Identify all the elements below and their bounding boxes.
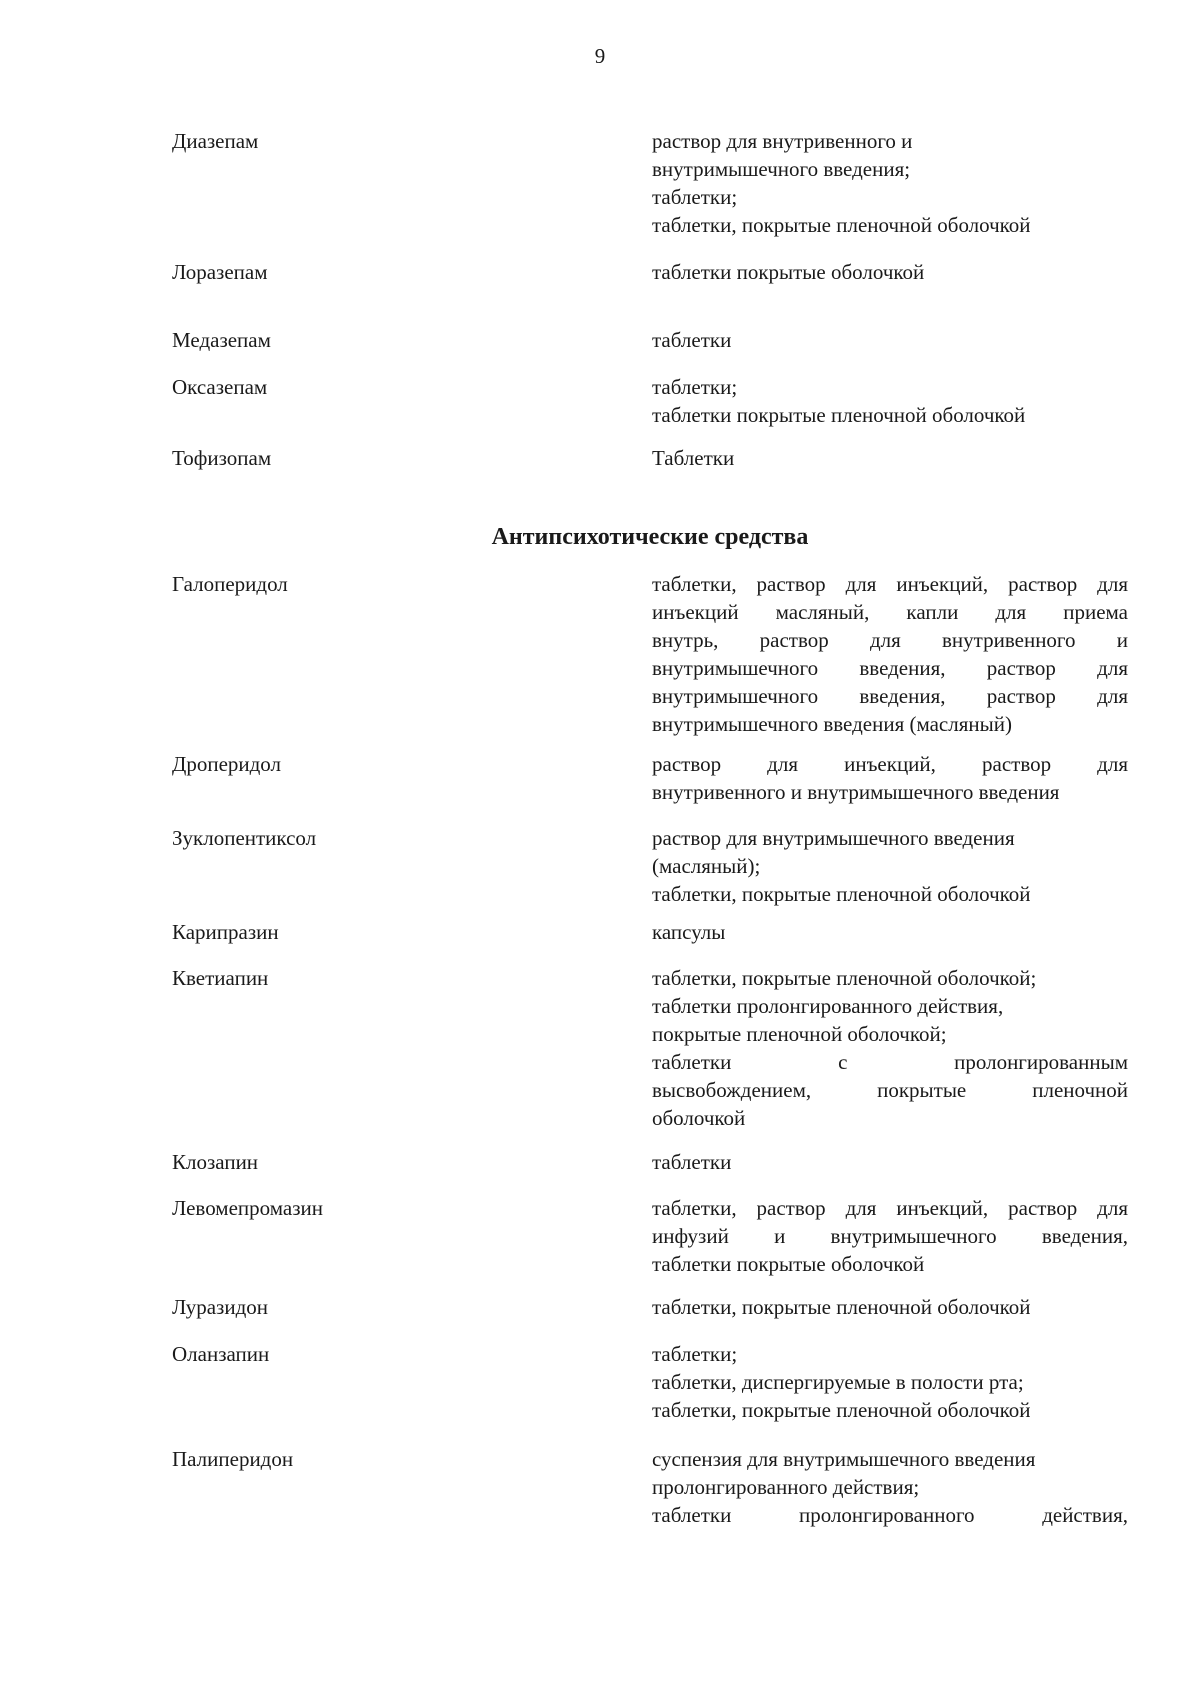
dosage-form-line: Таблетки <box>652 446 735 470</box>
dosage-forms <box>652 444 1128 472</box>
dosage-forms <box>652 1445 1128 1529</box>
dosage-form-line: таблетки с пролонгированным <box>652 1050 1128 1074</box>
drug-name: Галоперидол <box>172 572 288 596</box>
drug-name: Левомепромазин <box>172 1196 323 1220</box>
dosage-forms <box>652 1194 1128 1278</box>
dosage-form-line: таблетки, раствор для инъекций, раствор для <box>652 572 1128 596</box>
dosage-form-line: внутримышечного введения, раствор для <box>652 684 1128 708</box>
dosage-form-line: раствор для внутримышечного введения <box>652 826 1015 850</box>
dosage-form-line: оболочкой <box>652 1106 746 1130</box>
dosage-form-line: таблетки, покрытые пленочной оболочкой <box>652 1398 1031 1422</box>
drug-name: Медазепам <box>172 328 271 352</box>
dosage-form-line: покрытые пленочной оболочкой; <box>652 1022 947 1046</box>
dosage-form-line: таблетки пролонгированного действия, <box>652 1503 1128 1527</box>
dosage-form-line: таблетки покрытые оболочкой <box>652 260 925 284</box>
drug-name: Оксазепам <box>172 375 268 399</box>
drug-name: Кветиапин <box>172 966 269 990</box>
dosage-form-line: таблетки; <box>652 375 738 399</box>
dosage-form-line: инъекций масляный, капли для приема <box>652 600 1128 624</box>
dosage-form-line: таблетки покрытые оболочкой <box>652 1252 925 1276</box>
dosage-form-line: таблетки, покрытые пленочной оболочкой; <box>652 966 1037 990</box>
drug-name: Оланзапин <box>172 1342 270 1366</box>
dosage-forms <box>652 570 1128 738</box>
dosage-form-line: таблетки, покрытые пленочной оболочкой <box>652 213 1031 237</box>
dosage-form-line: внутримышечного введения; <box>652 157 911 181</box>
dosage-forms <box>652 918 1128 946</box>
dosage-forms <box>652 1148 1128 1176</box>
dosage-form-line: таблетки, раствор для инъекций, раствор для <box>652 1196 1128 1220</box>
dosage-form-line: капсулы <box>652 920 726 944</box>
dosage-forms <box>652 258 1128 286</box>
dosage-form-line: раствор для внутривенного и <box>652 129 913 153</box>
page-number: 9 <box>594 44 606 68</box>
dosage-form-line: таблетки; <box>652 185 738 209</box>
dosage-forms <box>652 127 1128 239</box>
dosage-form-line: внутримышечного введения (масляный) <box>652 712 1012 736</box>
dosage-forms <box>652 964 1128 1132</box>
drug-name: Лоразепам <box>172 260 268 284</box>
dosage-form-line: внутривенного и внутримышечного введения <box>652 780 1060 804</box>
dosage-form-line: таблетки, диспергируемые в полости рта; <box>652 1370 1024 1394</box>
dosage-form-line: раствор для инъекций, раствор для <box>652 752 1128 776</box>
section-heading: Антипсихотические средства <box>491 524 809 550</box>
drug-name: Дроперидол <box>172 752 282 776</box>
dosage-forms <box>652 1340 1128 1424</box>
dosage-form-line: внутримышечного введения, раствор для <box>652 656 1128 680</box>
dosage-form-line: таблетки покрытые пленочной оболочкой <box>652 403 1026 427</box>
dosage-form-line: внутрь, раствор для внутривенного и <box>652 628 1128 652</box>
dosage-form-line: таблетки, покрытые пленочной оболочкой <box>652 882 1031 906</box>
dosage-form-line: таблетки <box>652 1150 732 1174</box>
drug-name: Тофизопам <box>172 446 272 470</box>
dosage-form-line: инфузий и внутримышечного введения, <box>652 1224 1128 1248</box>
drug-name: Карипразин <box>172 920 279 944</box>
dosage-forms <box>652 1293 1128 1321</box>
dosage-form-line: таблетки пролонгированного действия, <box>652 994 1004 1018</box>
drug-name: Зуклопентиксол <box>172 826 317 850</box>
dosage-form-line: пролонгированного действия; <box>652 1475 920 1499</box>
dosage-forms <box>652 750 1128 806</box>
drug-name: Диазепам <box>172 129 259 153</box>
dosage-form-line: суспензия для внутримышечного введения <box>652 1447 1036 1471</box>
dosage-form-line: таблетки; <box>652 1342 738 1366</box>
drug-name: Луразидон <box>172 1295 268 1319</box>
drug-name: Клозапин <box>172 1150 259 1174</box>
dosage-forms <box>652 326 1128 354</box>
dosage-form-line: таблетки <box>652 328 732 352</box>
dosage-form-line: (масляный); <box>652 854 761 878</box>
drug-name: Палиперидон <box>172 1447 294 1471</box>
dosage-form-line: таблетки, покрытые пленочной оболочкой <box>652 1295 1031 1319</box>
dosage-forms <box>652 373 1128 429</box>
dosage-form-line: высвобождением, покрытые пленочной <box>652 1078 1128 1102</box>
dosage-forms <box>652 824 1128 908</box>
